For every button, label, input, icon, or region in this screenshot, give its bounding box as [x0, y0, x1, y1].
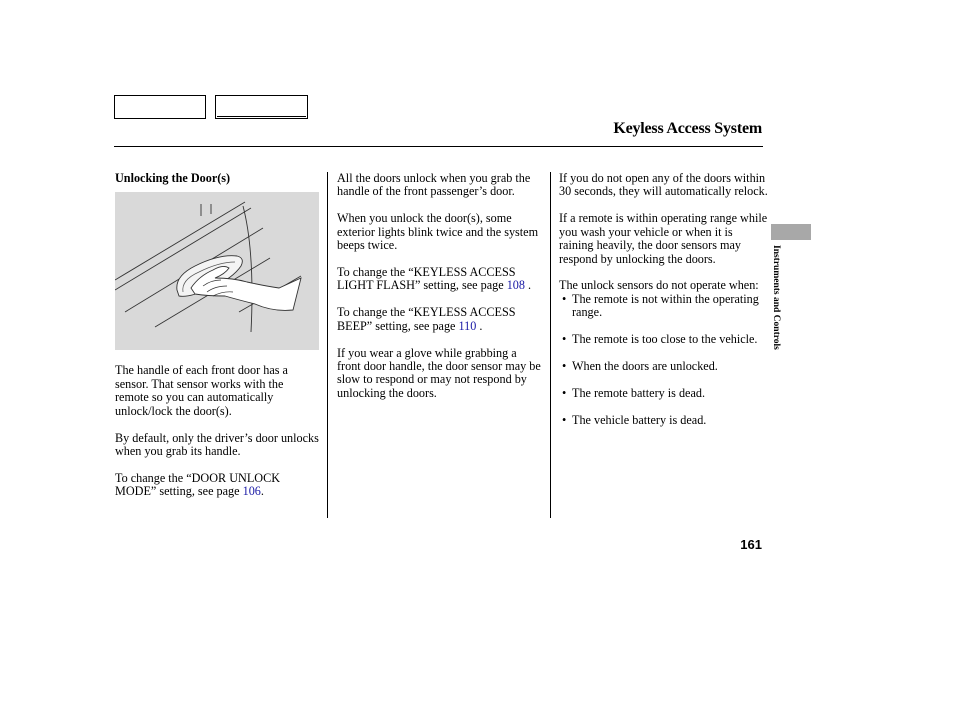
- page-link-110[interactable]: 110: [458, 318, 477, 333]
- bullet: •: [562, 412, 567, 427]
- paragraph: When you unlock the door(s), some exterior lights blink twice and the system beeps twice.: [337, 211, 539, 253]
- paragraph-tail: .: [528, 278, 532, 293]
- paragraph: All the doors unlock when you grab the handle of the front passenger’s door.: [337, 171, 531, 199]
- paragraph: [337, 306, 542, 333]
- page-title: Keyless Access System: [613, 120, 762, 137]
- section-tab-marker: [771, 224, 811, 240]
- page-number: 161: [740, 537, 762, 552]
- column-divider-2: [550, 172, 551, 518]
- list-item: [559, 387, 769, 400]
- list-item-text: The remote is too close to the vehicle.: [572, 332, 758, 347]
- bullet: •: [562, 332, 567, 347]
- list-item-text: The remote battery is dead.: [572, 385, 705, 400]
- paragraph-text: To change the “KEYLESS ACCESS BEEP” setting, see page: [337, 305, 516, 333]
- paragraph: If you do not open any of the doors within 30 seconds, they will automatically relock.: [559, 171, 768, 199]
- paragraph-text: To change the “DOOR UNLOCK MODE” setting, see page: [115, 470, 280, 499]
- conditions-list: [559, 293, 769, 427]
- page-link-108[interactable]: 108: [506, 278, 525, 293]
- section-tab-text: Instruments and Controls: [771, 245, 781, 350]
- list-item-text: The remote is not within the operating range.: [572, 291, 759, 320]
- column-2: [337, 172, 542, 414]
- bullet: •: [562, 385, 567, 400]
- paragraph-text: To change the “KEYLESS ACCESS LIGHT FLASH” setting, see page: [337, 265, 516, 293]
- page-link-106[interactable]: 106: [242, 484, 261, 499]
- list-item: [559, 293, 769, 320]
- paragraph-tail: .: [260, 484, 264, 499]
- paragraph: If a remote is within operating range while you wash your vehicle or when it is raining heavily, the door sensors may respond by unlocking the doors.: [559, 211, 768, 266]
- list-item: [559, 360, 769, 373]
- section-heading: Unlocking the Door(s): [115, 171, 231, 185]
- paragraph: [115, 472, 320, 499]
- paragraph: By default, only the driver’s door unlocks when you grab its handle.: [115, 430, 319, 458]
- door-handle-illustration: [115, 192, 319, 350]
- list-item-text: When the doors are unlocked.: [572, 359, 718, 374]
- title-rule: [114, 146, 763, 147]
- paragraph: If you wear a glove while grabbing a front door handle, the door sensor may be slow to respond or may not respond by unlocking the doors.: [337, 345, 541, 400]
- list-item-text: The vehicle battery is dead.: [572, 412, 707, 427]
- list-item: [559, 414, 769, 427]
- section-tab-label: [771, 245, 783, 375]
- column-1: [115, 172, 320, 512]
- paragraph: The unlock sensors do not operate when:: [559, 278, 759, 293]
- nav-box-2[interactable]: [215, 95, 308, 119]
- bullet: •: [562, 359, 567, 374]
- nav-box-1[interactable]: [114, 95, 206, 119]
- column-3: [559, 172, 769, 441]
- paragraph-tail: .: [479, 318, 483, 333]
- paragraph: The handle of each front door has a sensor. That sensor works with the remote so you can automatically unlock/lock the door(s).: [115, 363, 288, 418]
- list-item: [559, 333, 769, 346]
- bullet: •: [562, 291, 567, 306]
- paragraph: [337, 266, 542, 293]
- column-divider-1: [327, 172, 328, 518]
